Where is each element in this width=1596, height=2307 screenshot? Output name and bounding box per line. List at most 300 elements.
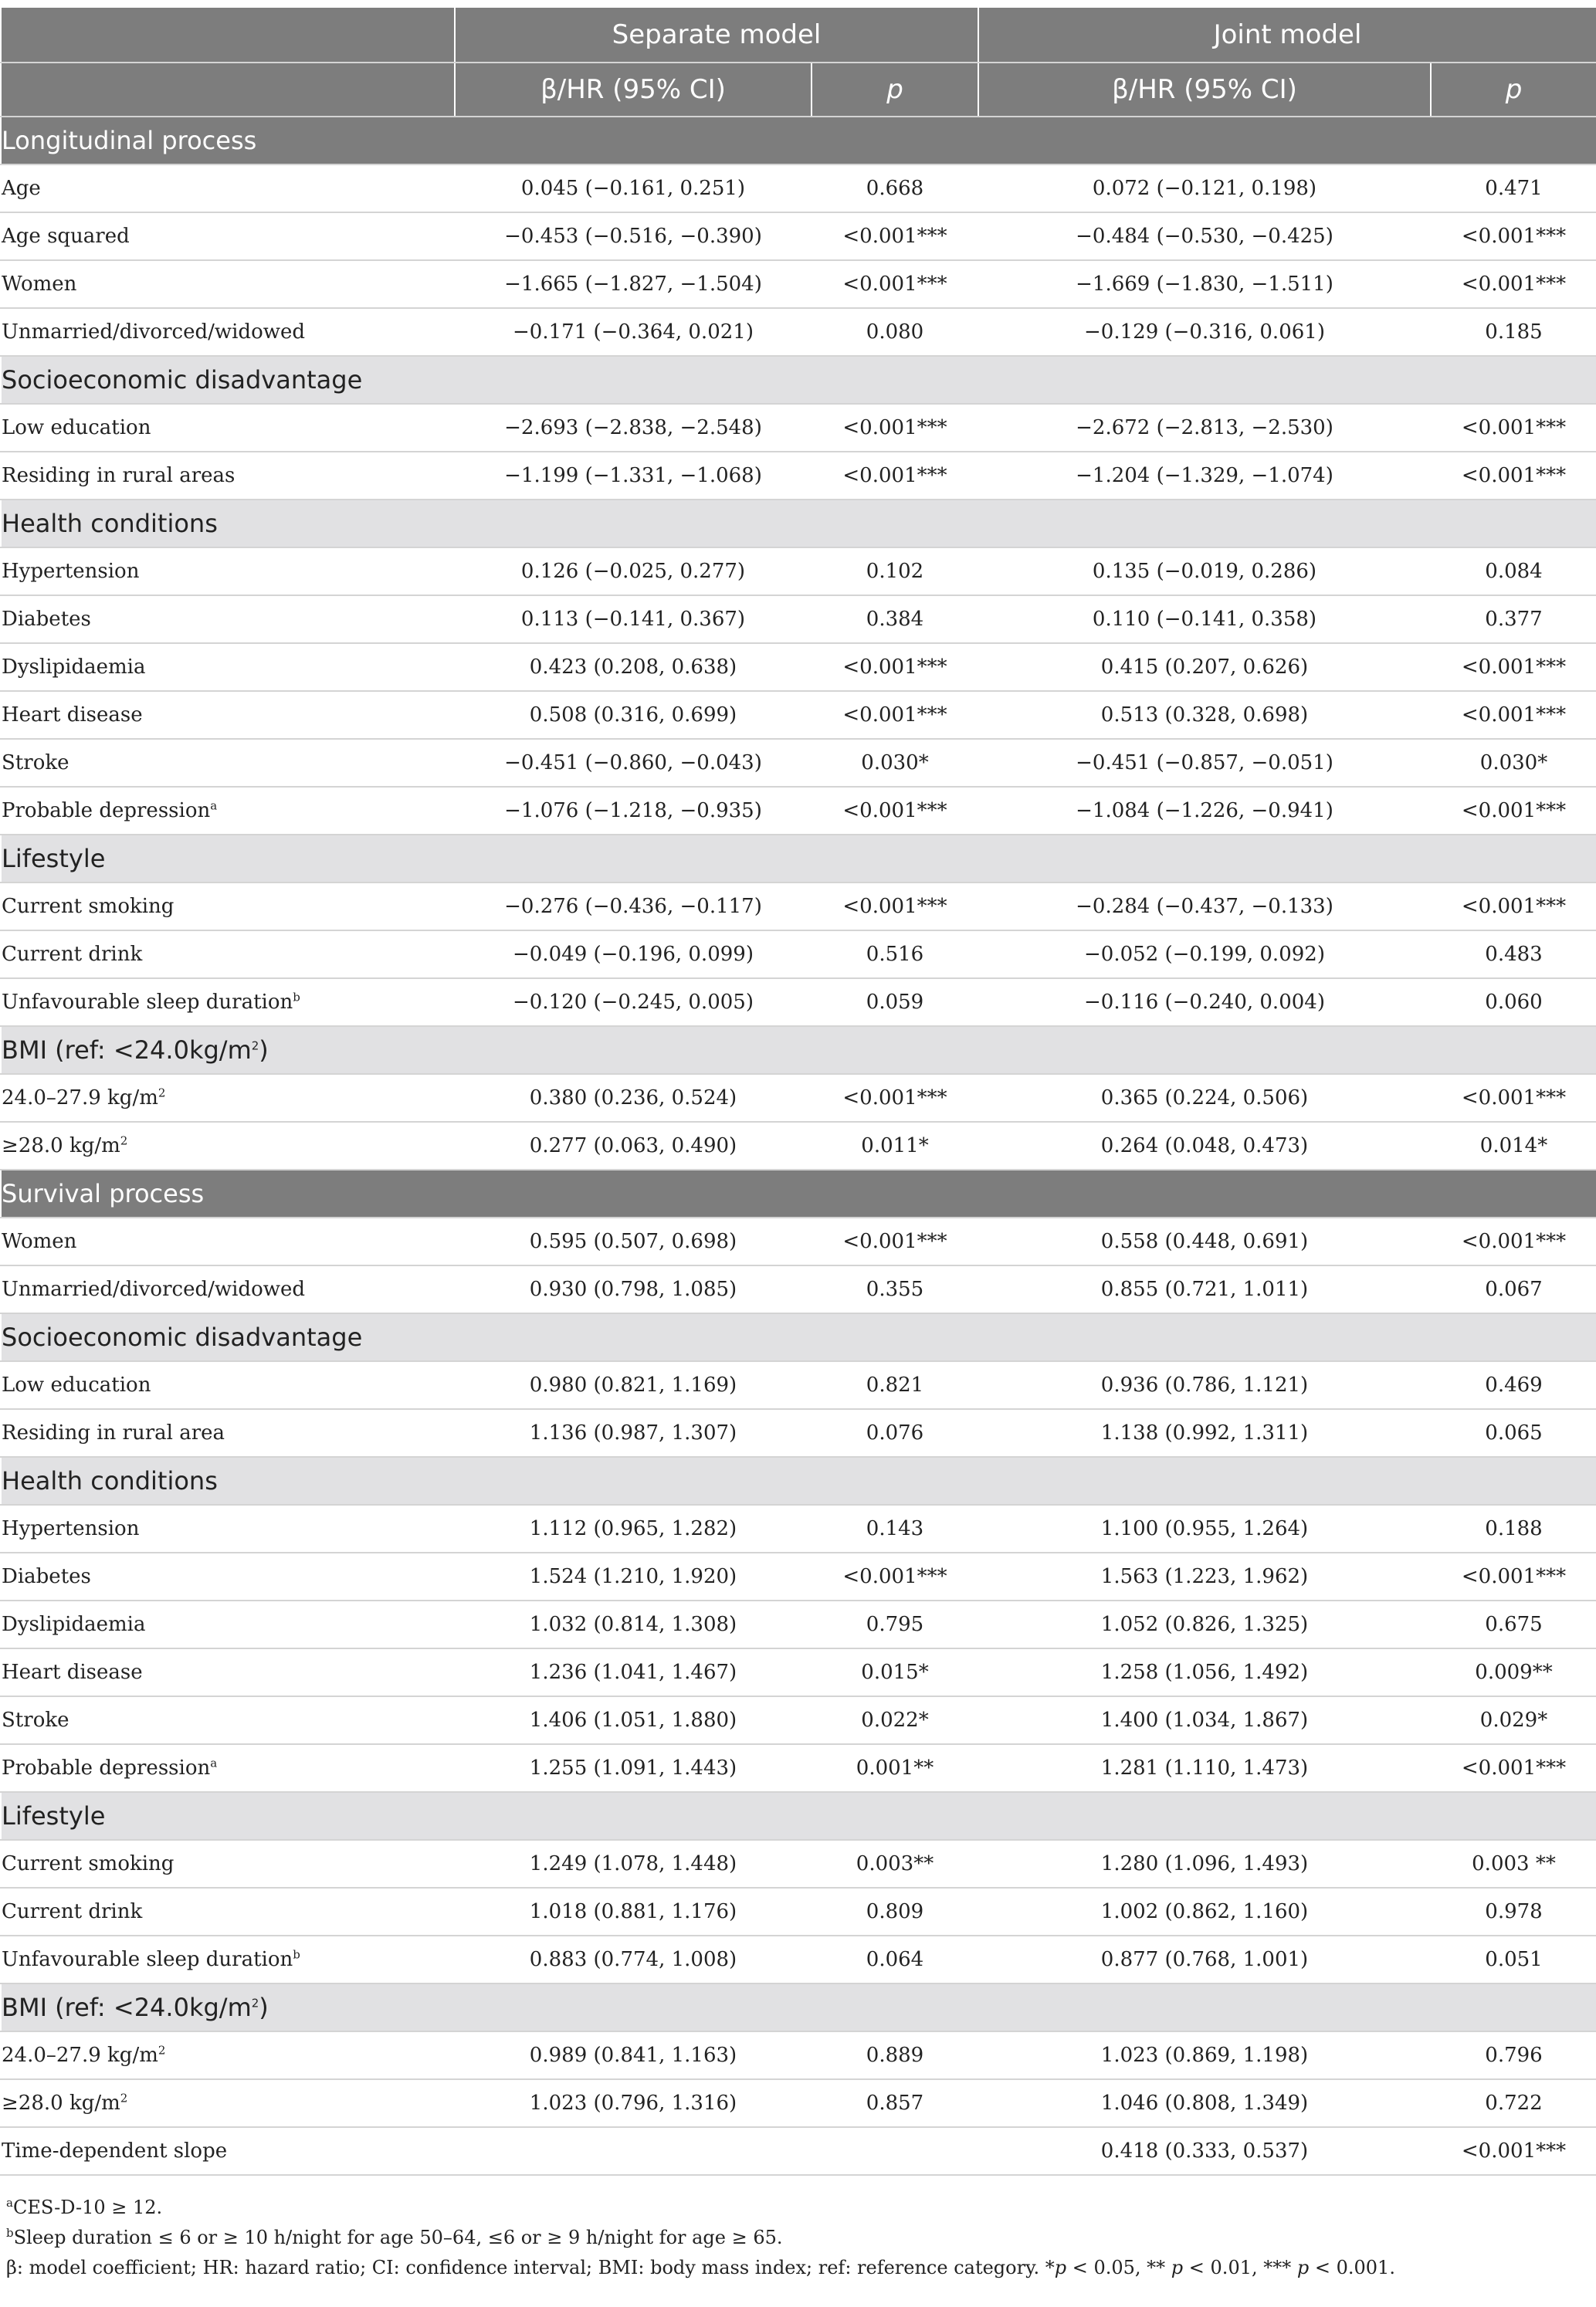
row-label-text: ≥28.0 kg/m <box>2 2092 120 2115</box>
section-title-suffix: ) <box>259 1993 269 2022</box>
joint-ci-cell: 1.023 (0.869, 1.198) <box>978 2031 1431 2079</box>
separate-p-cell: 0.003** <box>812 1840 978 1888</box>
header-separate-model: Separate model <box>455 7 978 63</box>
row-label-text: Age <box>2 177 41 200</box>
joint-p-cell: <0.001*** <box>1431 2127 1596 2175</box>
table-row <box>1 1840 1596 1888</box>
separate-ci-cell: −1.665 (−1.827, −1.504) <box>455 260 812 308</box>
section-header-row <box>1 117 1596 164</box>
row-label-text: Unfavourable sleep duration <box>2 991 293 1014</box>
joint-p-cell: <0.001*** <box>1431 260 1596 308</box>
row-label-text: 24.0–27.9 kg/m <box>2 2044 158 2067</box>
separate-p-cell: <0.001*** <box>812 643 978 691</box>
section-header-row <box>1 1170 1596 1218</box>
row-label <box>1 404 455 452</box>
footnote-a-mark: a <box>6 2196 13 2210</box>
joint-p-cell: 0.009** <box>1431 1648 1596 1696</box>
separate-ci-cell: −2.693 (−2.838, −2.548) <box>455 404 812 452</box>
section-title <box>1 500 1596 547</box>
separate-p-cell: 0.384 <box>812 595 978 643</box>
row-label <box>1 1601 455 1648</box>
separate-p-cell: 0.795 <box>812 1601 978 1648</box>
row-label-text: Hypertension <box>2 1517 140 1540</box>
joint-ci-cell: −0.116 (−0.240, 0.004) <box>978 978 1431 1026</box>
separate-ci-cell: 1.249 (1.078, 1.448) <box>455 1840 812 1888</box>
abbr-t2: < 0.01, *** <box>1183 2257 1297 2278</box>
separate-ci-cell: 0.423 (0.208, 0.638) <box>455 643 812 691</box>
row-label-text: Probable depression <box>2 1757 211 1780</box>
table-row <box>1 2079 1596 2127</box>
footnotes <box>6 2193 1589 2283</box>
joint-p-cell: <0.001*** <box>1431 1218 1596 1265</box>
row-label-sup: 2 <box>120 2091 128 2105</box>
section-header-row <box>1 356 1596 404</box>
table-row <box>1 404 1596 452</box>
joint-ci-cell: 1.258 (1.056, 1.492) <box>978 1648 1431 1696</box>
joint-p-cell: <0.001*** <box>1431 1744 1596 1792</box>
separate-p-cell: <0.001*** <box>812 452 978 500</box>
section-title <box>1 835 1596 882</box>
separate-p-cell: 0.889 <box>812 2031 978 2079</box>
joint-ci-cell: −0.129 (−0.316, 0.061) <box>978 308 1431 356</box>
row-label <box>1 739 455 787</box>
joint-ci-cell: 0.558 (0.448, 0.691) <box>978 1218 1431 1265</box>
joint-p-cell: 0.675 <box>1431 1601 1596 1648</box>
separate-p-cell: <0.001*** <box>812 787 978 835</box>
row-label-text: Diabetes <box>2 1565 91 1588</box>
table-row <box>1 1696 1596 1744</box>
row-label <box>1 595 455 643</box>
section-header-row <box>1 1026 1596 1074</box>
joint-ci-cell: 0.072 (−0.121, 0.198) <box>978 164 1431 212</box>
row-label-text: Current smoking <box>2 895 175 918</box>
section-header-row <box>1 500 1596 547</box>
separate-ci-cell: 0.930 (0.798, 1.085) <box>455 1265 812 1313</box>
row-label <box>1 643 455 691</box>
table-row <box>1 930 1596 978</box>
separate-ci-cell: −1.076 (−1.218, −0.935) <box>455 787 812 835</box>
joint-p-cell: 0.060 <box>1431 978 1596 1026</box>
footnote-b-mark: b <box>6 2226 14 2240</box>
abbr-text: β: model coefficient; HR: hazard ratio; CI: confidence interval; BMI: body mass index; ref: reference category. * <box>6 2257 1055 2278</box>
separate-p-cell: <0.001*** <box>812 404 978 452</box>
separate-p-cell: <0.001*** <box>812 882 978 930</box>
joint-p-cell: <0.001*** <box>1431 212 1596 260</box>
section-title-text: Socioeconomic disadvantage <box>2 1323 363 1352</box>
row-label-text: Current smoking <box>2 1852 175 1875</box>
separate-p-cell: 0.001** <box>812 1744 978 1792</box>
row-label <box>1 547 455 595</box>
row-label <box>1 1553 455 1601</box>
separate-ci-cell: −0.453 (−0.516, −0.390) <box>455 212 812 260</box>
section-title-text: Longitudinal process <box>2 126 257 155</box>
footnote-a <box>6 2193 1589 2223</box>
joint-ci-cell: 1.002 (0.862, 1.160) <box>978 1888 1431 1936</box>
separate-ci-cell: 0.980 (0.821, 1.169) <box>455 1361 812 1409</box>
joint-ci-cell: −0.284 (−0.437, −0.133) <box>978 882 1431 930</box>
separate-ci-cell: 0.989 (0.841, 1.163) <box>455 2031 812 2079</box>
row-label <box>1 452 455 500</box>
table-row <box>1 260 1596 308</box>
row-label <box>1 1936 455 1983</box>
joint-p-cell: 0.188 <box>1431 1505 1596 1553</box>
row-label <box>1 1744 455 1792</box>
joint-p-cell: <0.001*** <box>1431 882 1596 930</box>
section-title <box>1 1170 1596 1218</box>
row-label-text: Age squared <box>2 225 130 248</box>
separate-p-cell: <0.001*** <box>812 1218 978 1265</box>
header-joint-p: p <box>1431 63 1596 117</box>
row-label-text: Residing in rural area <box>2 1421 225 1445</box>
section-title-text: BMI (ref: <24.0kg/m <box>2 1993 252 2022</box>
joint-ci-cell: −1.669 (−1.830, −1.511) <box>978 260 1431 308</box>
separate-p-cell: 0.857 <box>812 2079 978 2127</box>
abbr-t1: < 0.05, ** <box>1066 2257 1171 2278</box>
row-label <box>1 930 455 978</box>
row-label-text: ≥28.0 kg/m <box>2 1134 120 1157</box>
joint-ci-cell: 1.563 (1.223, 1.962) <box>978 1553 1431 1601</box>
row-label-text: Probable depression <box>2 799 211 822</box>
row-label <box>1 787 455 835</box>
joint-ci-cell: 1.281 (1.110, 1.473) <box>978 1744 1431 1792</box>
row-label <box>1 212 455 260</box>
joint-p-cell: <0.001*** <box>1431 452 1596 500</box>
row-label <box>1 1218 455 1265</box>
row-label-text: Unmarried/divorced/widowed <box>2 320 306 344</box>
table-row <box>1 1218 1596 1265</box>
joint-p-cell: 0.051 <box>1431 1936 1596 1983</box>
separate-ci-cell: −0.171 (−0.364, 0.021) <box>455 308 812 356</box>
table-row <box>1 164 1596 212</box>
table-row <box>1 1888 1596 1936</box>
separate-ci-cell: −0.120 (−0.245, 0.005) <box>455 978 812 1026</box>
joint-p-cell: <0.001*** <box>1431 691 1596 739</box>
separate-p-cell: 0.102 <box>812 547 978 595</box>
separate-ci-cell: −0.049 (−0.196, 0.099) <box>455 930 812 978</box>
joint-p-cell: 0.065 <box>1431 1409 1596 1457</box>
row-label-sup: b <box>293 1947 300 1962</box>
section-title-sup: 2 <box>251 1996 259 2011</box>
table-row <box>1 1648 1596 1696</box>
row-label <box>1 691 455 739</box>
row-label <box>1 882 455 930</box>
joint-ci-cell: 0.110 (−0.141, 0.358) <box>978 595 1431 643</box>
abbr-p1: p <box>1054 2257 1067 2278</box>
header-blank <box>1 7 455 63</box>
row-label <box>1 164 455 212</box>
row-label <box>1 2127 455 2175</box>
row-label <box>1 978 455 1026</box>
row-label-text: Dyslipidaemia <box>2 1613 146 1636</box>
joint-p-cell: 0.084 <box>1431 547 1596 595</box>
footnote-b <box>6 2223 1589 2253</box>
table-row <box>1 739 1596 787</box>
separate-p-cell: 0.015* <box>812 1648 978 1696</box>
header-joint-beta-hr: β/HR (95% CI) <box>978 63 1431 117</box>
row-label <box>1 1696 455 1744</box>
separate-p-cell: <0.001*** <box>812 260 978 308</box>
joint-p-cell: <0.001*** <box>1431 1074 1596 1122</box>
row-label-text: Current drink <box>2 943 143 966</box>
joint-ci-cell: 1.138 (0.992, 1.311) <box>978 1409 1431 1457</box>
joint-p-cell: <0.001*** <box>1431 643 1596 691</box>
table-row <box>1 1936 1596 1983</box>
separate-p-cell: 0.143 <box>812 1505 978 1553</box>
section-header-row <box>1 1983 1596 2031</box>
row-label-text: Heart disease <box>2 703 143 727</box>
joint-ci-cell: 1.100 (0.955, 1.264) <box>978 1505 1431 1553</box>
joint-ci-cell: −2.672 (−2.813, −2.530) <box>978 404 1431 452</box>
row-label <box>1 1648 455 1696</box>
row-label-text: Low education <box>2 416 151 439</box>
row-label-sup: b <box>293 990 300 1004</box>
separate-p-cell <box>812 2127 978 2175</box>
row-label-sup: 2 <box>120 1133 128 1148</box>
table-row <box>1 978 1596 1026</box>
row-label-text: Unfavourable sleep duration <box>2 1948 293 1971</box>
header-row-columns <box>1 63 1596 117</box>
row-label-text: Heart disease <box>2 1661 143 1684</box>
separate-ci-cell: 0.045 (−0.161, 0.251) <box>455 164 812 212</box>
row-label <box>1 1122 455 1170</box>
row-label-text: Women <box>2 273 77 296</box>
separate-p-cell: <0.001*** <box>812 212 978 260</box>
section-title-sup: 2 <box>251 1038 259 1053</box>
row-label-sup: a <box>210 1756 218 1770</box>
separate-ci-cell <box>455 2127 812 2175</box>
footnote-a-text: CES-D-10 ≥ 12. <box>12 2197 163 2218</box>
separate-ci-cell: 0.126 (−0.025, 0.277) <box>455 547 812 595</box>
joint-ci-cell: 0.936 (0.786, 1.121) <box>978 1361 1431 1409</box>
table-row <box>1 1409 1596 1457</box>
row-label-sup: a <box>210 798 218 813</box>
table-row <box>1 595 1596 643</box>
footnote-b-text: Sleep duration ≤ 6 or ≥ 10 h/night for age 50–64, ≤6 or ≥ 9 h/night for age ≥ 65. <box>13 2227 783 2248</box>
footnote-abbreviations <box>6 2253 1589 2283</box>
separate-ci-cell: −0.276 (−0.436, −0.117) <box>455 882 812 930</box>
row-label-text: Current drink <box>2 1900 143 1923</box>
row-label <box>1 1361 455 1409</box>
row-label-text: Hypertension <box>2 560 140 583</box>
joint-p-cell: 0.471 <box>1431 164 1596 212</box>
separate-ci-cell: 1.023 (0.796, 1.316) <box>455 2079 812 2127</box>
separate-p-cell: 0.668 <box>812 164 978 212</box>
joint-ci-cell: 0.135 (−0.019, 0.286) <box>978 547 1431 595</box>
row-label-text: Dyslipidaemia <box>2 656 146 679</box>
separate-p-cell: 0.355 <box>812 1265 978 1313</box>
joint-p-cell: 0.377 <box>1431 595 1596 643</box>
joint-p-cell: 0.003 ** <box>1431 1840 1596 1888</box>
row-label <box>1 260 455 308</box>
header-separate-beta-hr: β/HR (95% CI) <box>455 63 812 117</box>
section-header-row <box>1 835 1596 882</box>
section-title-text: Survival process <box>2 1179 205 1208</box>
joint-ci-cell: −0.451 (−0.857, −0.051) <box>978 739 1431 787</box>
joint-ci-cell: −1.084 (−1.226, −0.941) <box>978 787 1431 835</box>
results-table <box>0 6 1596 2176</box>
separate-ci-cell: 1.018 (0.881, 1.176) <box>455 1888 812 1936</box>
abbr-p3: p <box>1296 2257 1310 2278</box>
separate-ci-cell: 1.136 (0.987, 1.307) <box>455 1409 812 1457</box>
separate-p-cell: 0.080 <box>812 308 978 356</box>
joint-p-cell: <0.001*** <box>1431 787 1596 835</box>
section-header-row <box>1 1313 1596 1361</box>
row-label <box>1 1505 455 1553</box>
joint-ci-cell: 0.877 (0.768, 1.001) <box>978 1936 1431 1983</box>
section-title-text: Health conditions <box>2 1466 218 1496</box>
row-label <box>1 308 455 356</box>
separate-ci-cell: 0.277 (0.063, 0.490) <box>455 1122 812 1170</box>
separate-ci-cell: 0.595 (0.507, 0.698) <box>455 1218 812 1265</box>
section-title-text: BMI (ref: <24.0kg/m <box>2 1035 252 1065</box>
separate-ci-cell: −1.199 (−1.331, −1.068) <box>455 452 812 500</box>
row-label <box>1 2031 455 2079</box>
row-label <box>1 2079 455 2127</box>
section-title <box>1 1313 1596 1361</box>
table-row <box>1 1744 1596 1792</box>
abbr-t3: < 0.001. <box>1309 2257 1395 2278</box>
joint-ci-cell: −1.204 (−1.329, −1.074) <box>978 452 1431 500</box>
section-title <box>1 117 1596 164</box>
table-row <box>1 691 1596 739</box>
section-title-text: Lifestyle <box>2 844 106 873</box>
joint-ci-cell: 0.513 (0.328, 0.698) <box>978 691 1431 739</box>
separate-ci-cell: 1.255 (1.091, 1.443) <box>455 1744 812 1792</box>
separate-p-cell: 0.821 <box>812 1361 978 1409</box>
separate-ci-cell: −0.451 (−0.860, −0.043) <box>455 739 812 787</box>
section-title-text: Socioeconomic disadvantage <box>2 365 363 395</box>
joint-ci-cell: 0.415 (0.207, 0.626) <box>978 643 1431 691</box>
table-row <box>1 1361 1596 1409</box>
joint-p-cell: 0.185 <box>1431 308 1596 356</box>
table-row <box>1 308 1596 356</box>
separate-p-cell: 0.064 <box>812 1936 978 1983</box>
table-body <box>1 117 1596 2175</box>
section-header-row <box>1 1457 1596 1505</box>
table-row <box>1 1265 1596 1313</box>
joint-ci-cell: −0.052 (−0.199, 0.092) <box>978 930 1431 978</box>
table-row <box>1 1074 1596 1122</box>
separate-ci-cell: 1.524 (1.210, 1.920) <box>455 1553 812 1601</box>
section-title <box>1 1026 1596 1074</box>
row-label-text: Stroke <box>2 1709 69 1732</box>
separate-p-cell: 0.516 <box>812 930 978 978</box>
separate-ci-cell: 0.883 (0.774, 1.008) <box>455 1936 812 1983</box>
row-label-text: Women <box>2 1230 77 1253</box>
separate-ci-cell: 1.032 (0.814, 1.308) <box>455 1601 812 1648</box>
separate-p-cell: 0.011* <box>812 1122 978 1170</box>
section-title <box>1 1457 1596 1505</box>
table-row <box>1 1505 1596 1553</box>
joint-ci-cell: 1.280 (1.096, 1.493) <box>978 1840 1431 1888</box>
header-joint-model: Joint model <box>978 7 1596 63</box>
section-title <box>1 356 1596 404</box>
joint-p-cell: 0.483 <box>1431 930 1596 978</box>
table-row <box>1 1601 1596 1648</box>
joint-ci-cell: 0.418 (0.333, 0.537) <box>978 2127 1431 2175</box>
joint-p-cell: 0.469 <box>1431 1361 1596 1409</box>
joint-p-cell: <0.001*** <box>1431 1553 1596 1601</box>
row-label <box>1 1888 455 1936</box>
row-label <box>1 1265 455 1313</box>
row-label <box>1 1409 455 1457</box>
row-label-sup: 2 <box>158 1086 166 1100</box>
joint-p-cell: 0.978 <box>1431 1888 1596 1936</box>
separate-ci-cell: 0.508 (0.316, 0.699) <box>455 691 812 739</box>
table-row <box>1 1122 1596 1170</box>
separate-p-cell: 0.022* <box>812 1696 978 1744</box>
joint-p-cell: <0.001*** <box>1431 404 1596 452</box>
row-label <box>1 1840 455 1888</box>
row-label-sup: 2 <box>158 2043 166 2058</box>
table-row <box>1 452 1596 500</box>
table-row <box>1 1553 1596 1601</box>
separate-ci-cell: 1.406 (1.051, 1.880) <box>455 1696 812 1744</box>
section-title <box>1 1983 1596 2031</box>
row-label-text: Low education <box>2 1374 151 1397</box>
section-title-suffix: ) <box>259 1035 269 1065</box>
joint-ci-cell: 1.046 (0.808, 1.349) <box>978 2079 1431 2127</box>
table-row <box>1 2031 1596 2079</box>
header-separate-p: p <box>812 63 978 117</box>
joint-p-cell: 0.722 <box>1431 2079 1596 2127</box>
section-title <box>1 1792 1596 1840</box>
joint-ci-cell: 1.400 (1.034, 1.867) <box>978 1696 1431 1744</box>
separate-p-cell: <0.001*** <box>812 1074 978 1122</box>
table-row <box>1 643 1596 691</box>
row-label-text: 24.0–27.9 kg/m <box>2 1086 158 1109</box>
table-row <box>1 2127 1596 2175</box>
joint-p-cell: 0.014* <box>1431 1122 1596 1170</box>
joint-p-cell: 0.067 <box>1431 1265 1596 1313</box>
separate-p-cell: 0.030* <box>812 739 978 787</box>
separate-ci-cell: 1.112 (0.965, 1.282) <box>455 1505 812 1553</box>
table-row <box>1 212 1596 260</box>
header-blank-2 <box>1 63 455 117</box>
table-row <box>1 787 1596 835</box>
table-row <box>1 882 1596 930</box>
row-label-text: Unmarried/divorced/widowed <box>2 1278 306 1301</box>
section-title-text: Health conditions <box>2 509 218 538</box>
separate-p-cell: 0.076 <box>812 1409 978 1457</box>
joint-ci-cell: 0.855 (0.721, 1.011) <box>978 1265 1431 1313</box>
section-header-row <box>1 1792 1596 1840</box>
row-label-text: Time-dependent slope <box>2 2139 228 2163</box>
joint-ci-cell: 0.264 (0.048, 0.473) <box>978 1122 1431 1170</box>
separate-ci-cell: 1.236 (1.041, 1.467) <box>455 1648 812 1696</box>
header-row-models <box>1 7 1596 63</box>
separate-p-cell: <0.001*** <box>812 1553 978 1601</box>
row-label-text: Stroke <box>2 751 69 774</box>
row-label-text: Diabetes <box>2 608 91 631</box>
separate-ci-cell: 0.380 (0.236, 0.524) <box>455 1074 812 1122</box>
abbr-p2: p <box>1171 2257 1184 2278</box>
row-label <box>1 1074 455 1122</box>
joint-ci-cell: 0.365 (0.224, 0.506) <box>978 1074 1431 1122</box>
separate-p-cell: 0.809 <box>812 1888 978 1936</box>
row-label-text: Residing in rural areas <box>2 464 236 487</box>
joint-p-cell: 0.030* <box>1431 739 1596 787</box>
separate-p-cell: 0.059 <box>812 978 978 1026</box>
table-row <box>1 547 1596 595</box>
separate-ci-cell: 0.113 (−0.141, 0.367) <box>455 595 812 643</box>
separate-p-cell: <0.001*** <box>812 691 978 739</box>
joint-p-cell: 0.796 <box>1431 2031 1596 2079</box>
joint-p-cell: 0.029* <box>1431 1696 1596 1744</box>
joint-ci-cell: −0.484 (−0.530, −0.425) <box>978 212 1431 260</box>
joint-ci-cell: 1.052 (0.826, 1.325) <box>978 1601 1431 1648</box>
section-title-text: Lifestyle <box>2 1801 106 1831</box>
